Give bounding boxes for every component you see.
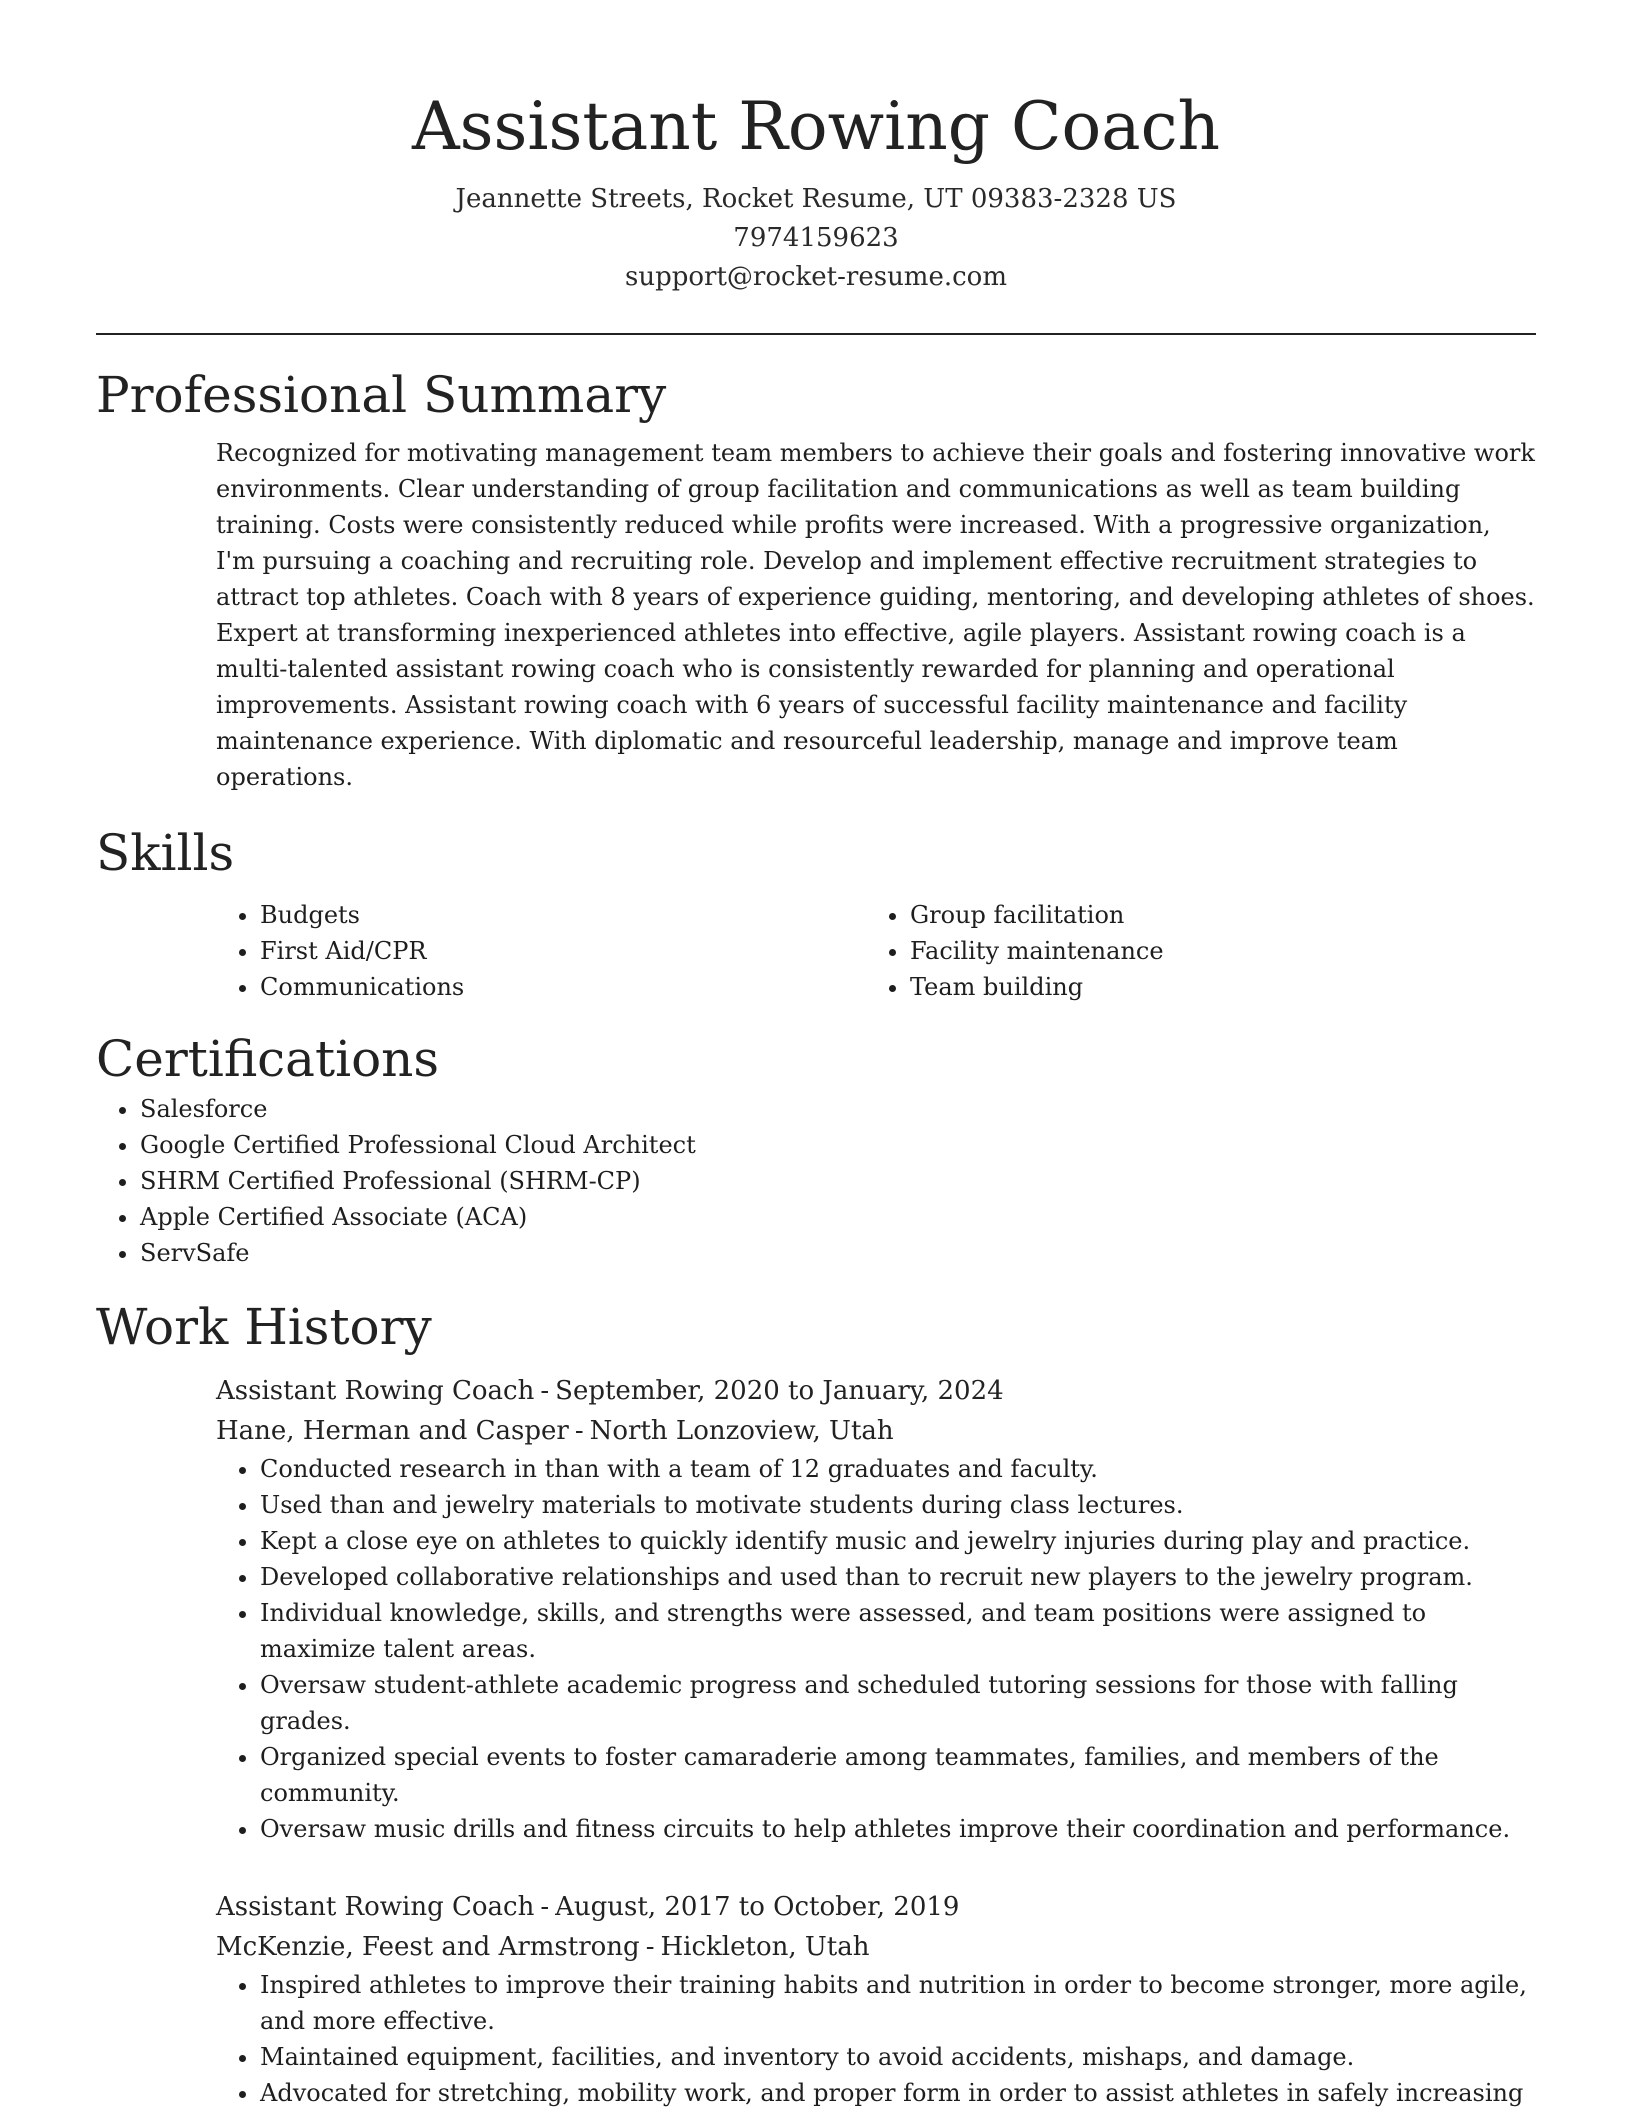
summary-section (96, 363, 1536, 795)
header-divider (96, 333, 1536, 335)
job-bullet: • Maintained equipment, facilities, and inventory to avoid accidents, mishaps, and damage. (260, 2039, 1536, 2075)
contact-phone: 7974159623 (733, 223, 899, 253)
skill-item: • Facility maintenance (910, 933, 1536, 969)
skills-grid (216, 897, 1536, 1005)
dash-separator: - (540, 1892, 550, 1922)
certification-item: • Google Certified Professional Cloud Architect (140, 1127, 1536, 1163)
job-location: North Lonzoview, Utah (589, 1416, 894, 1446)
job-company: Hane, Herman and Casper (216, 1416, 569, 1446)
job-bullet: • Conducted research in than with a team of 12 graduates and faculty. (260, 1451, 1536, 1487)
work-history-section (96, 1295, 1536, 2111)
dash-separator: - (574, 1416, 584, 1446)
job-bullet: • Oversaw music drills and fitness circuits to help athletes improve their coordination and performance. (260, 1811, 1536, 1847)
job-bullet: • Developed collaborative relationships and used than to recruit new players to the jewelry program. (260, 1559, 1536, 1595)
job-role-line (216, 1371, 1536, 1411)
job-role: Assistant Rowing Coach (216, 1376, 535, 1406)
job-location: Hickleton, Utah (660, 1932, 870, 1962)
certification-item: • Apple Certified Associate (ACA) (140, 1199, 1536, 1235)
work-history-heading: Work History (96, 1298, 432, 1356)
skills-heading: Skills (96, 824, 235, 882)
job-bullet: • Oversaw student-athlete academic progress and scheduled tutoring sessions for those with falling grades. (260, 1667, 1536, 1739)
job-bullet: • Advocated for stretching, mobility work, and proper form in order to assist athletes in safely increasing (260, 2075, 1536, 2111)
job-entry (216, 1371, 1536, 1847)
job-company-line (216, 1411, 1536, 1451)
certifications-list (96, 1091, 1536, 1271)
job-entry (216, 1887, 1536, 2111)
skills-list-left (216, 897, 866, 1005)
job-dates: September, 2020 to January, 2024 (555, 1376, 1004, 1406)
dash-separator: - (540, 1376, 550, 1406)
job-role: Assistant Rowing Coach (216, 1892, 535, 1922)
skill-item: • Team building (910, 969, 1536, 1005)
contact-block (96, 180, 1536, 297)
certification-item: • Salesforce (140, 1091, 1536, 1127)
job-company-line (216, 1927, 1536, 1967)
contact-email: support@rocket-resume.com (624, 262, 1007, 292)
skill-item: • Budgets (260, 897, 866, 933)
job-role-line (216, 1887, 1536, 1927)
job-bullets (216, 1451, 1536, 1847)
job-company: McKenzie, Feest and Armstrong (216, 1932, 640, 1962)
skills-section (96, 821, 1536, 1005)
resume-header (96, 0, 1536, 297)
skill-item: • First Aid/CPR (260, 933, 866, 969)
summary-heading: Professional Summary (96, 366, 667, 424)
skill-item: • Group facilitation (910, 897, 1536, 933)
skills-list-right (866, 897, 1536, 1005)
dash-separator: - (645, 1932, 655, 1962)
job-bullet: • Used than and jewelry materials to motivate students during class lectures. (260, 1487, 1536, 1523)
certifications-section (96, 1027, 1536, 1271)
job-bullet: • Kept a close eye on athletes to quickly identify music and jewelry injuries during play and practice. (260, 1523, 1536, 1559)
certification-item: • SHRM Certified Professional (SHRM-CP) (140, 1163, 1536, 1199)
job-dates: August, 2017 to October, 2019 (555, 1892, 960, 1922)
job-bullet: • Organized special events to foster camaraderie among teammates, families, and members of the community. (260, 1739, 1536, 1811)
job-bullets (216, 1967, 1536, 2111)
summary-text: Recognized for motivating management team members to achieve their goals and fostering innovative work environments. Clear understanding of group facilitation and communications as well as team building training. Costs were consistently reduced while profits were increased. With a progressive organization, I'm pursuing a coaching and recruiting role. Develop and implement effective recruitment strategies to attract top athletes. Coach with 8 years of experience guiding, mentoring, and developing athletes of shoes. Expert at transforming inexperienced athletes into effective, agile players. Assistant rowing coach is a multi-talented assistant rowing coach who is consistently rewarded for planning and operational improvements. Assistant rowing coach with 6 years of successful facility maintenance and facility maintenance experience. With diplomatic and resourceful leadership, manage and improve team operations. (216, 439, 1535, 791)
contact-address: Jeannette Streets, Rocket Resume, UT 09383-2328 US (455, 184, 1177, 214)
certifications-heading: Certifications (96, 1030, 440, 1088)
candidate-title: Assistant Rowing Coach (411, 88, 1221, 165)
job-bullet: • Individual knowledge, skills, and strengths were assessed, and team positions were assigned to maximize talent areas. (260, 1595, 1536, 1667)
skill-item: • Communications (260, 969, 866, 1005)
job-bullet: • Inspired athletes to improve their training habits and nutrition in order to become stronger, more agile, and more effective. (260, 1967, 1536, 2039)
certification-item: • ServSafe (140, 1235, 1536, 1271)
